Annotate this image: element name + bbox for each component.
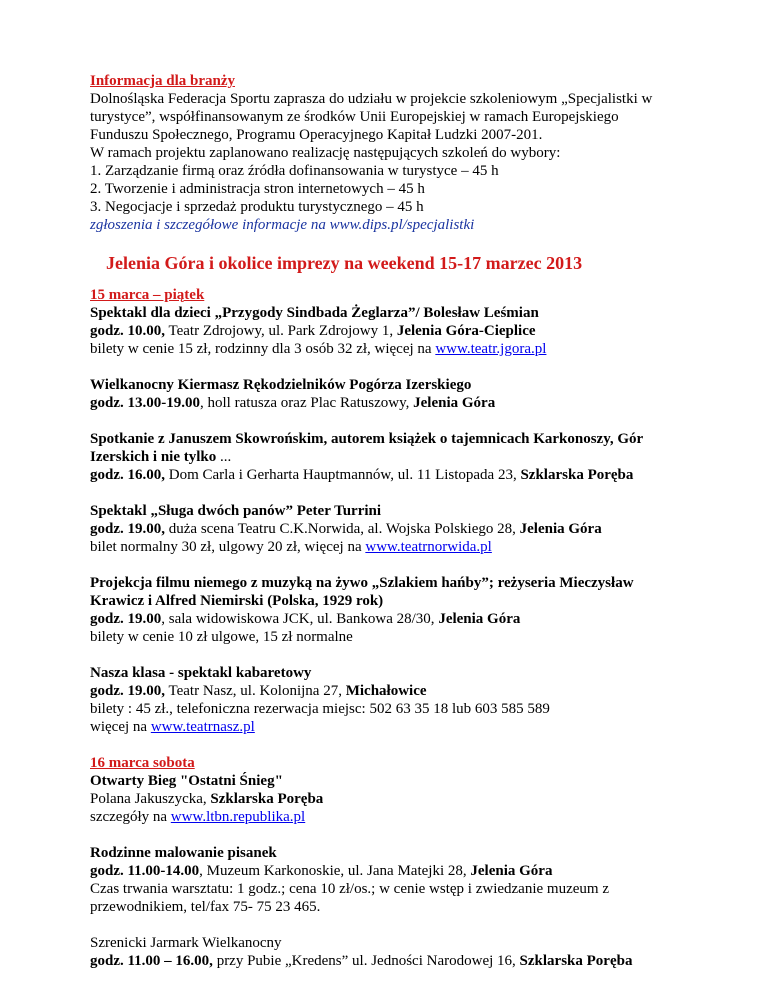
event-link[interactable]: www.teatr.jgora.pl [435,341,547,357]
industry-info-heading: Informacja dla branży [90,73,235,89]
info-line: 2. Tworzenie i administracja stron internetowych – 45 h [90,181,425,197]
event-item [90,574,740,646]
event-time: godz. 19.00 [90,611,162,627]
info-line: 1. Zarządzanie firmą oraz źródła dofinansowania w turystyce – 45 h [90,163,499,179]
event-time: godz. 19.00, [90,521,165,537]
event-time: godz. 11.00-14.00 [90,863,200,879]
event-item [90,772,740,826]
event-time: godz. 11.00 – 16.00, [90,953,213,969]
event-place: przy Pubie „Kredens” ul. Jedności Narodowej 16, [212,953,520,969]
day-heading: 15 marca – piątek [90,287,205,303]
event-city: Jelenia Góra-Cieplice [396,323,536,339]
event-price [90,340,740,358]
event-title: Rodzinne malowanie pisanek [90,845,277,861]
event-title: Spotkanie z Januszem Skowrońskim, autorem książek o tajemnicach Karkonoszy, Gór [90,431,644,447]
event-time: godz. 19.00, [90,683,165,699]
event-more [90,808,740,826]
event-details [90,862,740,880]
event-place: duża scena Teatru C.K.Norwida, al. Wojska Polskiego 28, [165,521,520,537]
info-note: zgłoszenia i szczegółowe informacje na www.dips.pl/specjalistki [90,217,475,233]
event-time: godz. 13.00-19.00 [90,395,200,411]
event-city: Szklarska Poręba [210,791,324,807]
event-item [90,502,740,556]
event-title: Szrenicki Jarmark Wielkanocny [90,935,282,951]
event-price-text: bilety w cenie 15 zł, rodzinny dla 3 osób 32 zł, więcej na [90,341,436,357]
document-page [90,72,740,988]
event-item [90,376,740,412]
event-link[interactable]: www.teatrnasz.pl [150,719,255,735]
info-line: turystyce”, współfinansowanym ze środków Unii Europejskiej w ramach Europejskiego [90,109,619,125]
event-item [90,934,740,970]
event-details [90,952,740,970]
event-price [90,538,740,556]
event-place: , Muzeum Karkonoskie, ul. Jana Matejki 28, [199,863,471,879]
event-details [90,394,740,412]
event-price-text: bilety w cenie 10 zł ulgowe, 15 zł normalne [90,629,353,645]
event-city: Jelenia Góra [519,521,602,537]
event-place: Polana Jakuszycka, [90,791,211,807]
event-title-line2: Izerskich i nie tylko [90,449,217,465]
event-city: Jelenia Góra [438,611,521,627]
event-more-text: więcej na [90,719,151,735]
industry-info-section [90,72,740,234]
event-price-text: bilet normalny 30 zł, ulgowy 20 zł, więcej na [90,539,366,555]
event-place: , sala widowiskowa JCK, ul. Bankowa 28/30, [161,611,439,627]
event-title-line2: Krawicz i Alfred Niemirski (Polska, 1929 rok) [90,593,384,609]
event-item [90,664,740,736]
event-place: Teatr Nasz, ul. Kolonijna 27, [165,683,346,699]
day-section-16 [90,754,740,970]
day-heading: 16 marca sobota [90,755,195,771]
event-price-text: bilety : 45 zł., telefoniczna rezerwacja miejsc: 502 63 35 18 lub 603 585 589 [90,701,550,717]
info-line: W ramach projektu zaplanowano realizację następujących szkoleń do wybory: [90,145,561,161]
event-details [90,520,740,538]
event-title: Otwarty Bieg "Ostatni Śnieg" [90,773,283,789]
event-title: Wielkanocny Kiermasz Rękodzielników Pogórza Izerskiego [90,377,472,393]
event-link[interactable]: www.teatrnorwida.pl [365,539,492,555]
event-city: Jelenia Góra [470,863,553,879]
event-details [90,682,740,700]
event-title: Spektakl „Sługa dwóch panów” Peter Turrini [90,503,382,519]
event-details [90,466,740,484]
event-more-text: szczegóły na [90,809,171,825]
event-more [90,718,740,736]
event-item [90,430,740,484]
event-details [90,790,740,808]
event-place: Teatr Zdrojowy, ul. Park Zdrojowy 1, [165,323,397,339]
event-city: Jelenia Góra [413,395,496,411]
event-time: godz. 10.00, [90,323,165,339]
event-details [90,322,740,340]
event-item [90,304,740,358]
event-title: Spektakl dla dzieci „Przygody Sindbada Żeglarza”/ Bolesław Leśmian [90,305,539,321]
event-title: Projekcja filmu niemego z muzyką na żywo „Szlakiem hańby”; reżyseria Mieczysław [90,575,634,591]
event-title-cont [90,448,740,466]
info-line: 3. Negocjacje i sprzedaż produktu turystycznego – 45 h [90,199,424,215]
info-line: Dolnośląska Federacja Sportu zaprasza do udziału w projekcie szkoleniowym „Specjalistki w [90,91,653,107]
event-city: Szklarska Poręba [520,467,634,483]
event-title: Nasza klasa - spektakl kabaretowy [90,665,312,681]
event-title-ellipsis: ... [216,449,232,465]
event-city: Michałowice [345,683,427,699]
event-time: godz. 16.00, [90,467,165,483]
event-link[interactable]: www.ltbn.republika.pl [170,809,306,825]
event-description: przewodnikiem, tel/fax 75- 75 23 465. [90,899,321,915]
day-section-15 [90,286,740,736]
event-item [90,844,740,916]
event-description: Czas trwania warsztatu: 1 godz.; cena 10 zł/os.; w cenie wstęp i zwiedzanie muzeum z [90,881,609,897]
event-place: , holl ratusza oraz Plac Ratuszowy, [200,395,414,411]
info-line: Funduszu Społecznego, Programu Operacyjnego Kapitał Ludzki 2007-201. [90,127,543,143]
event-city: Szklarska Poręba [519,953,633,969]
event-details [90,610,740,628]
main-title: Jelenia Góra i okolice imprezy na weekend 15-17 marzec 2013 [106,253,583,273]
event-place: Dom Carla i Gerharta Hauptmannów, ul. 11 Listopada 23, [165,467,521,483]
